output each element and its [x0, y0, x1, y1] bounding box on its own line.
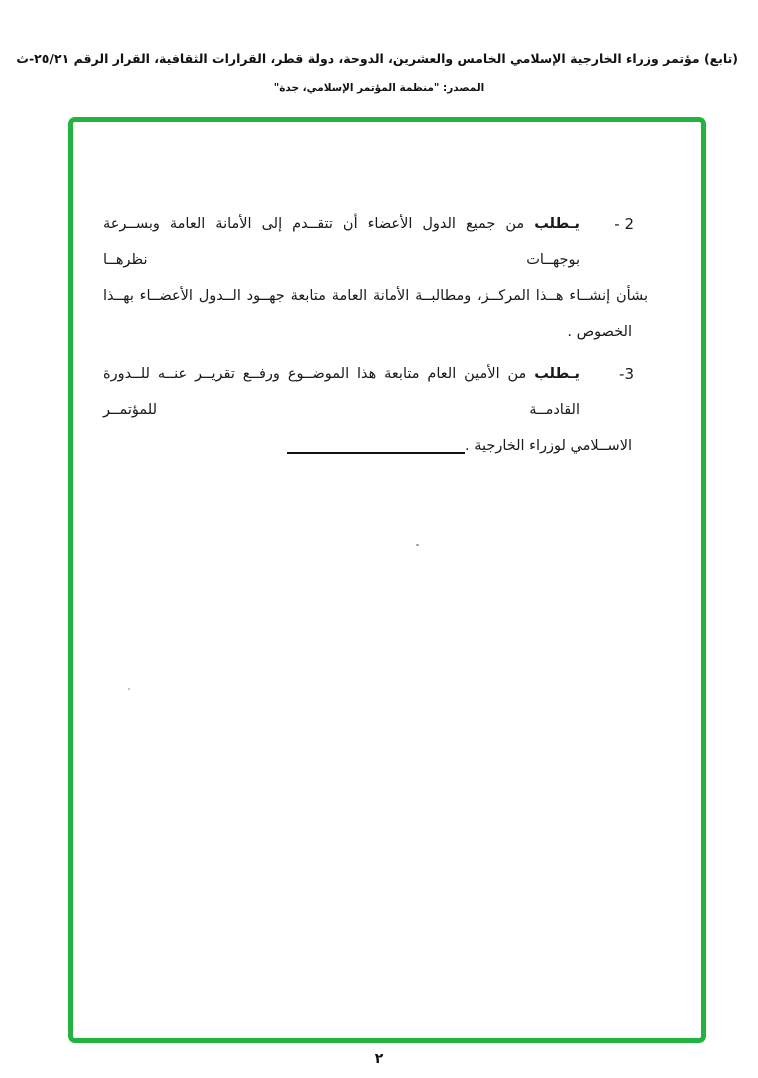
clause-2-line-3: الخصوص .: [567, 324, 632, 340]
clause-3-line-1-text: من الأمين العام متابعة هذا الموضــوع ورفــع تقريــر عنــه للــدورة القادمــة للمؤتمــر: [103, 366, 580, 418]
page-number: ٢: [374, 1051, 384, 1067]
scan-speck: [128, 688, 130, 690]
clause-3-line-1: [103, 356, 648, 428]
clause-3-number: 3-: [619, 365, 634, 383]
clause-3-line-2: الاســلامي لوزراء الخارجية .: [465, 438, 632, 454]
clause-2-line-2: بشأن إنشــاء هــذا المركــز، ومطالبــة الأمانة العامة متابعة جهــود الــدول الأعضــاء بهــذا: [103, 288, 648, 304]
clause-2-keyword: يـطلب: [534, 216, 580, 232]
document-header-title: (تابع) مؤتمر وزراء الخارجية الإسلامي الخامس والعشرين، الدوحة، دولة قطر، القرارات الثقافية، القرار الرقم ٢٥/٢١-ث: [16, 51, 738, 66]
clause-2-number: 2 -: [614, 215, 634, 233]
clause-3-text-start: [103, 356, 580, 428]
resolution-clause-3: [103, 356, 648, 464]
document-header-source: المصدر: "منظمة المؤتمر الإسلامي، جدة": [273, 82, 485, 94]
scan-speck: [416, 544, 419, 546]
clause-3-keyword: يـطلب: [534, 366, 580, 382]
clause-2-text-start: [103, 206, 580, 278]
clause-2-line-1: [103, 206, 648, 278]
resolution-clause-2: [103, 206, 648, 350]
section-divider: [287, 452, 465, 454]
resolution-body: [103, 206, 648, 464]
clause-2-line-1-text: من جميع الدول الأعضاء أن تتقــدم إلى الأمانة العامة وبســرعة بوجهــات نظرهــا: [103, 216, 580, 268]
